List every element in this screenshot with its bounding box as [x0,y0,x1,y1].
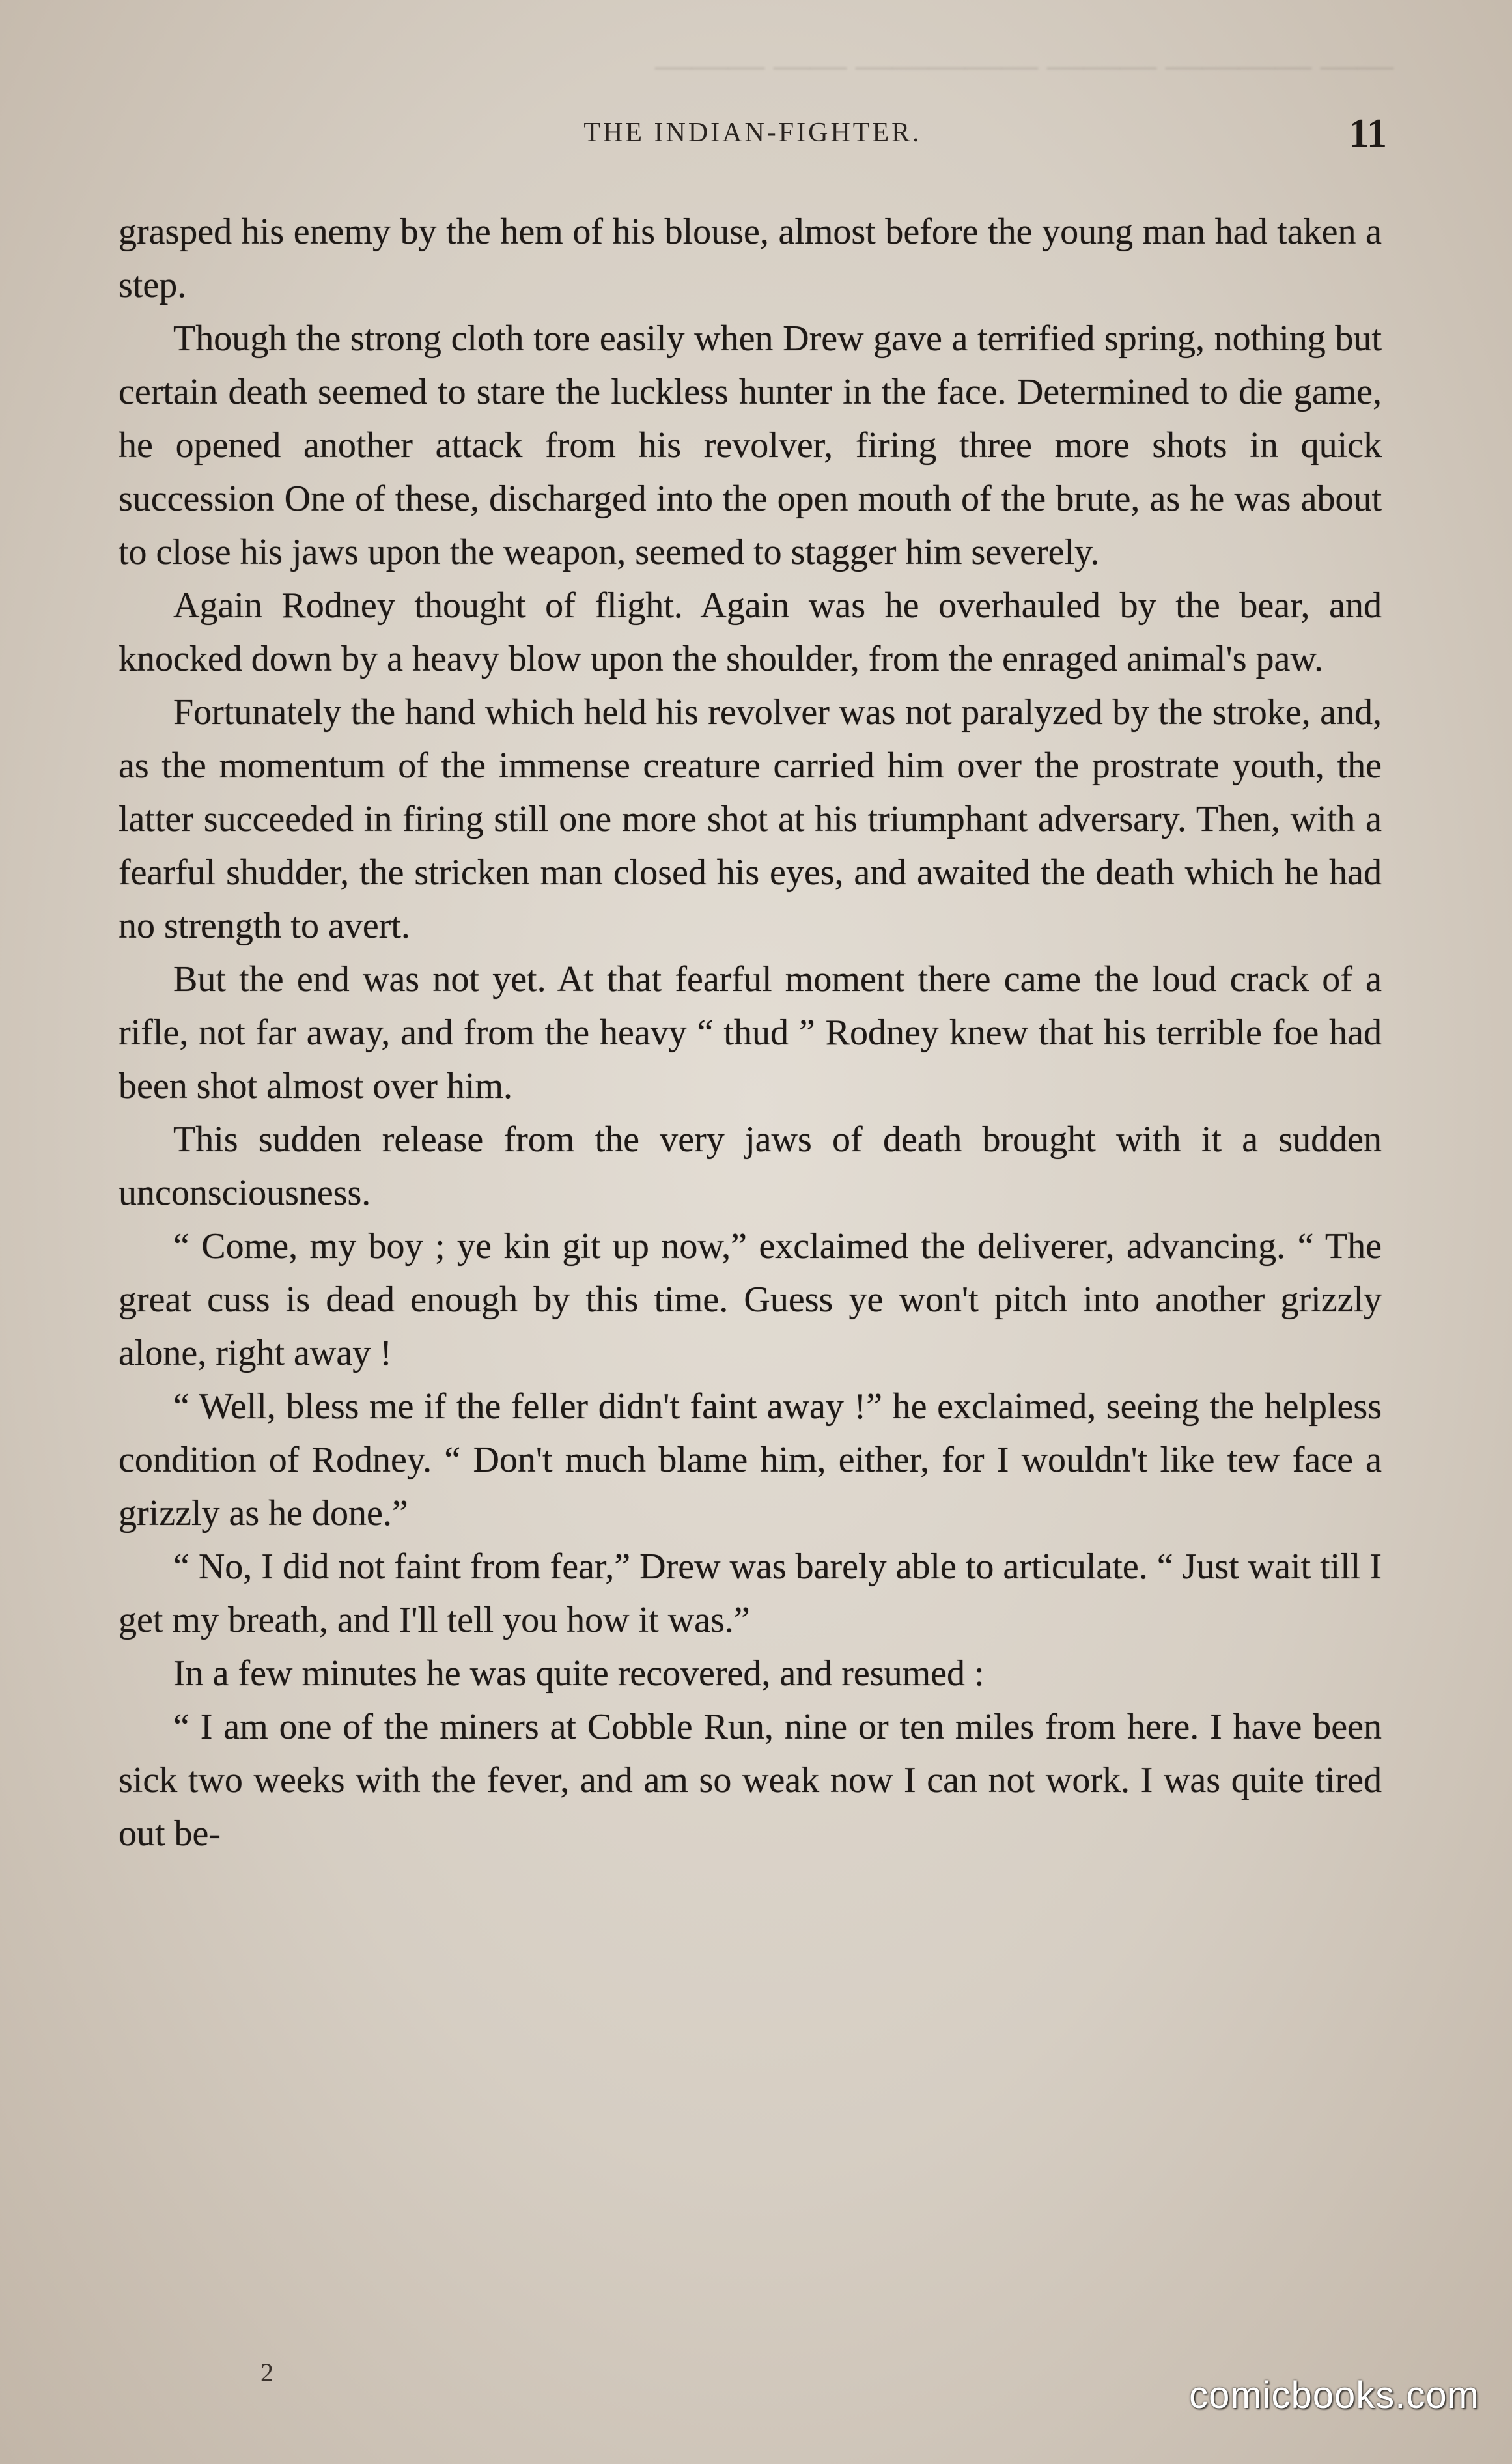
paragraph: Fortunately the hand which held his revolver was not paralyzed by the stroke, and, as the momentum of the immense creature carried him over the prostrate youth, the latter succeeded in firing still one more shot at his triumphant adversary. Then, with a fearful shudder, the stricken man closed his eyes, and awaited the death which he had no strength to avert. [119,692,1382,946]
paragraph: “ I am one of the miners at Cobble Run, nine or ten miles from here. I have been sick two weeks with the fever, and am so weak now I can not work. I was quite tired out be- [119,1707,1382,1854]
running-title: THE INDIAN-FIGHTER. [583,118,922,148]
show-through-texture: —— ———— ——— ————— —— ——— [655,45,1393,85]
paragraph: grasped his enemy by the hem of his blouse, almost before the young man had taken a step. [119,212,1382,305]
paragraph: This sudden release from the very jaws of death brought with it a sudden unconsciousness. [119,1119,1382,1213]
paragraph: Though the strong cloth tore easily when Drew gave a terrified spring, nothing but certain death seemed to stare the luckless hunter in the face. Determined to die game, he opened another attack from his revolver, firing three more shots in quick succession One of these, discharged into the open mouth of the brute, as he was about to close his jaws upon the weapon, seemed to stagger him severely. [119,318,1382,572]
page-number: 11 [1349,111,1387,156]
paragraph: But the end was not yet. At that fearful moment there came the loud crack of a rifle, not far away, and from the heavy “ thud ” Rodney knew that his terrible foe had been shot almost over him. [119,959,1382,1106]
body-text [119,205,1382,1860]
running-head [119,111,1387,163]
signature-mark: 2 [260,2358,273,2387]
paragraph: “ Well, bless me if the feller didn't faint away !” he exclaimed, seeing the helpless condition of Rodney. “ Don't much blame him, either, for I wouldn't like tew face a grizzly as he done.” [119,1386,1382,1533]
paragraph: Again Rodney thought of flight. Again was he overhauled by the bear, and knocked down by a heavy blow upon the shoulder, from the enraged animal's paw. [119,585,1382,679]
watermark: comicbooks.com [1189,2374,1479,2416]
paragraph: In a few minutes he was quite recovered, and resumed : [173,1653,985,1694]
paragraph: “ Come, my boy ; ye kin git up now,” exclaimed the deliverer, advancing. “ The great cuss is dead enough by this time. Guess ye won't pitch into another grizzly alone, right away ! [119,1226,1382,1373]
paragraph: “ No, I did not faint from fear,” Drew was barely able to articulate. “ Just wait till I get my breath, and I'll tell you how it was.” [119,1547,1382,1640]
